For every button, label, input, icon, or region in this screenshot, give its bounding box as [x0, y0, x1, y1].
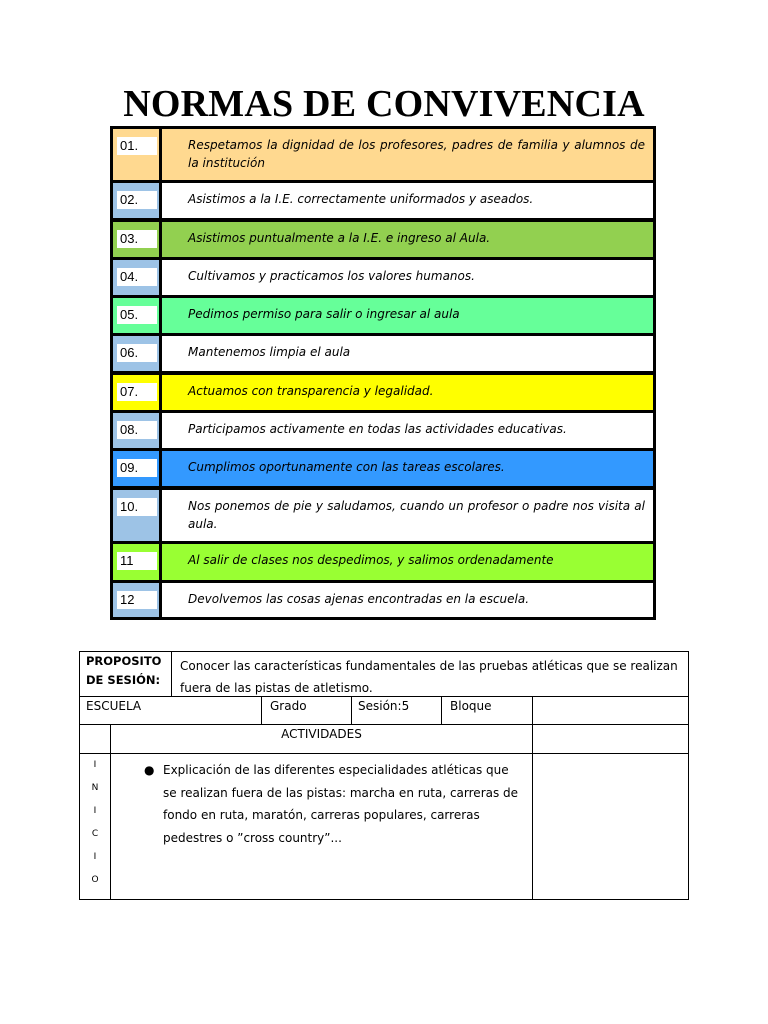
norm-row — [113, 490, 653, 541]
phase-letter: I — [93, 760, 97, 770]
norm-row — [113, 222, 653, 257]
norm-number-cell — [113, 583, 162, 617]
norm-number-cell — [113, 222, 162, 257]
norm-number: 12 — [117, 591, 157, 609]
norm-number-cell — [113, 544, 162, 580]
school-label: ESCUELA — [79, 696, 262, 725]
norms-table — [110, 126, 656, 620]
norm-number: 09. — [117, 459, 157, 477]
page-title: NORMAS DE CONVIVENCIA — [123, 83, 645, 125]
norm-number: 02. — [117, 191, 157, 209]
purpose-label-line1: PROPOSITO — [86, 654, 162, 668]
activities-empty-cell — [79, 724, 111, 754]
norm-row — [113, 451, 653, 486]
norm-number-cell — [113, 490, 162, 541]
norm-number: 08. — [117, 421, 157, 439]
norm-text: Respetamos la dignidad de los profesores, padres de familia y alumnos de la institución — [162, 129, 653, 180]
norm-number: 05. — [117, 306, 157, 324]
norm-text: Cumplimos oportunamente con las tareas escolares. — [162, 451, 653, 486]
grade-label: Grado — [261, 696, 352, 725]
bullet-icon: ● — [144, 763, 155, 777]
norm-number-cell — [113, 336, 162, 371]
activity-content-cell — [110, 753, 533, 900]
norm-number: 04. — [117, 268, 157, 286]
activity-item — [111, 759, 532, 849]
norm-row — [113, 544, 653, 580]
norm-number: 01. — [117, 137, 157, 155]
norm-row — [113, 413, 653, 448]
norm-row — [113, 298, 653, 333]
norm-text: Actuamos con transparencia y legalidad. — [162, 375, 653, 410]
norm-row — [113, 375, 653, 410]
purpose-label-line2: DE SESIÓN: — [86, 673, 161, 687]
norm-number-cell — [113, 451, 162, 486]
norm-row — [113, 336, 653, 371]
norm-number: 07. — [117, 383, 157, 401]
activities-side-cell — [532, 724, 689, 754]
norm-number-cell — [113, 129, 162, 180]
phase-letter: C — [91, 829, 99, 839]
norm-text: Devolvemos las cosas ajenas encontradas en la escuela. — [162, 583, 653, 617]
norm-number-cell — [113, 298, 162, 333]
session-number-label: Sesión:5 — [351, 696, 442, 725]
norm-number: 10. — [117, 498, 157, 516]
phase-cell — [79, 753, 111, 900]
norm-text: Al salir de clases nos despedimos, y salimos ordenadamente — [162, 544, 653, 580]
norm-text: Pedimos permiso para salir o ingresar al aula — [162, 298, 653, 333]
phase-letter: O — [91, 875, 99, 885]
norm-text: Nos ponemos de pie y saludamos, cuando un profesor o padre nos visita al aula. — [162, 490, 653, 541]
norm-text: Mantenemos limpia el aula — [162, 336, 653, 371]
norm-text: Asistimos puntualmente a la I.E. e ingreso al Aula. — [162, 222, 653, 257]
activity-item-text: Explicación de las diferentes especialidades atléticas que se realizan fuera de las pistas: marcha en ruta, carreras de fondo en ruta, maratón, carreras populares, carreras pedestres o ”cross country”... — [163, 763, 519, 845]
norm-row — [113, 260, 653, 295]
norm-row — [113, 183, 653, 218]
norm-number-cell — [113, 260, 162, 295]
block-label: Bloque — [441, 696, 533, 725]
phase-letters — [80, 754, 110, 892]
norm-number: 11 — [117, 552, 157, 570]
phase-letter: I — [93, 852, 97, 862]
norm-row — [113, 129, 653, 180]
norm-text: Participamos activamente en todas las actividades educativas. — [162, 413, 653, 448]
norm-row — [113, 583, 653, 617]
norm-number: 03. — [117, 230, 157, 248]
activities-header: ACTIVIDADES — [110, 724, 533, 754]
session-table — [79, 651, 689, 900]
norm-number-cell — [113, 183, 162, 218]
phase-letter: N — [91, 783, 99, 793]
purpose-label-cell — [79, 651, 172, 697]
norm-text: Cultivamos y practicamos los valores humanos. — [162, 260, 653, 295]
norm-number-cell — [113, 413, 162, 448]
activity-side-cell — [532, 753, 689, 900]
norm-text: Asistimos a la I.E. correctamente uniformados y aseados. — [162, 183, 653, 218]
norm-number: 06. — [117, 344, 157, 362]
block-value-cell — [532, 696, 689, 725]
phase-letter: I — [93, 806, 97, 816]
purpose-text-cell: Conocer las características fundamentales de las pruebas atléticas que se realizan fuera de las pistas de atletismo. — [171, 651, 689, 697]
norm-number-cell — [113, 375, 162, 410]
activity-list — [111, 759, 532, 849]
